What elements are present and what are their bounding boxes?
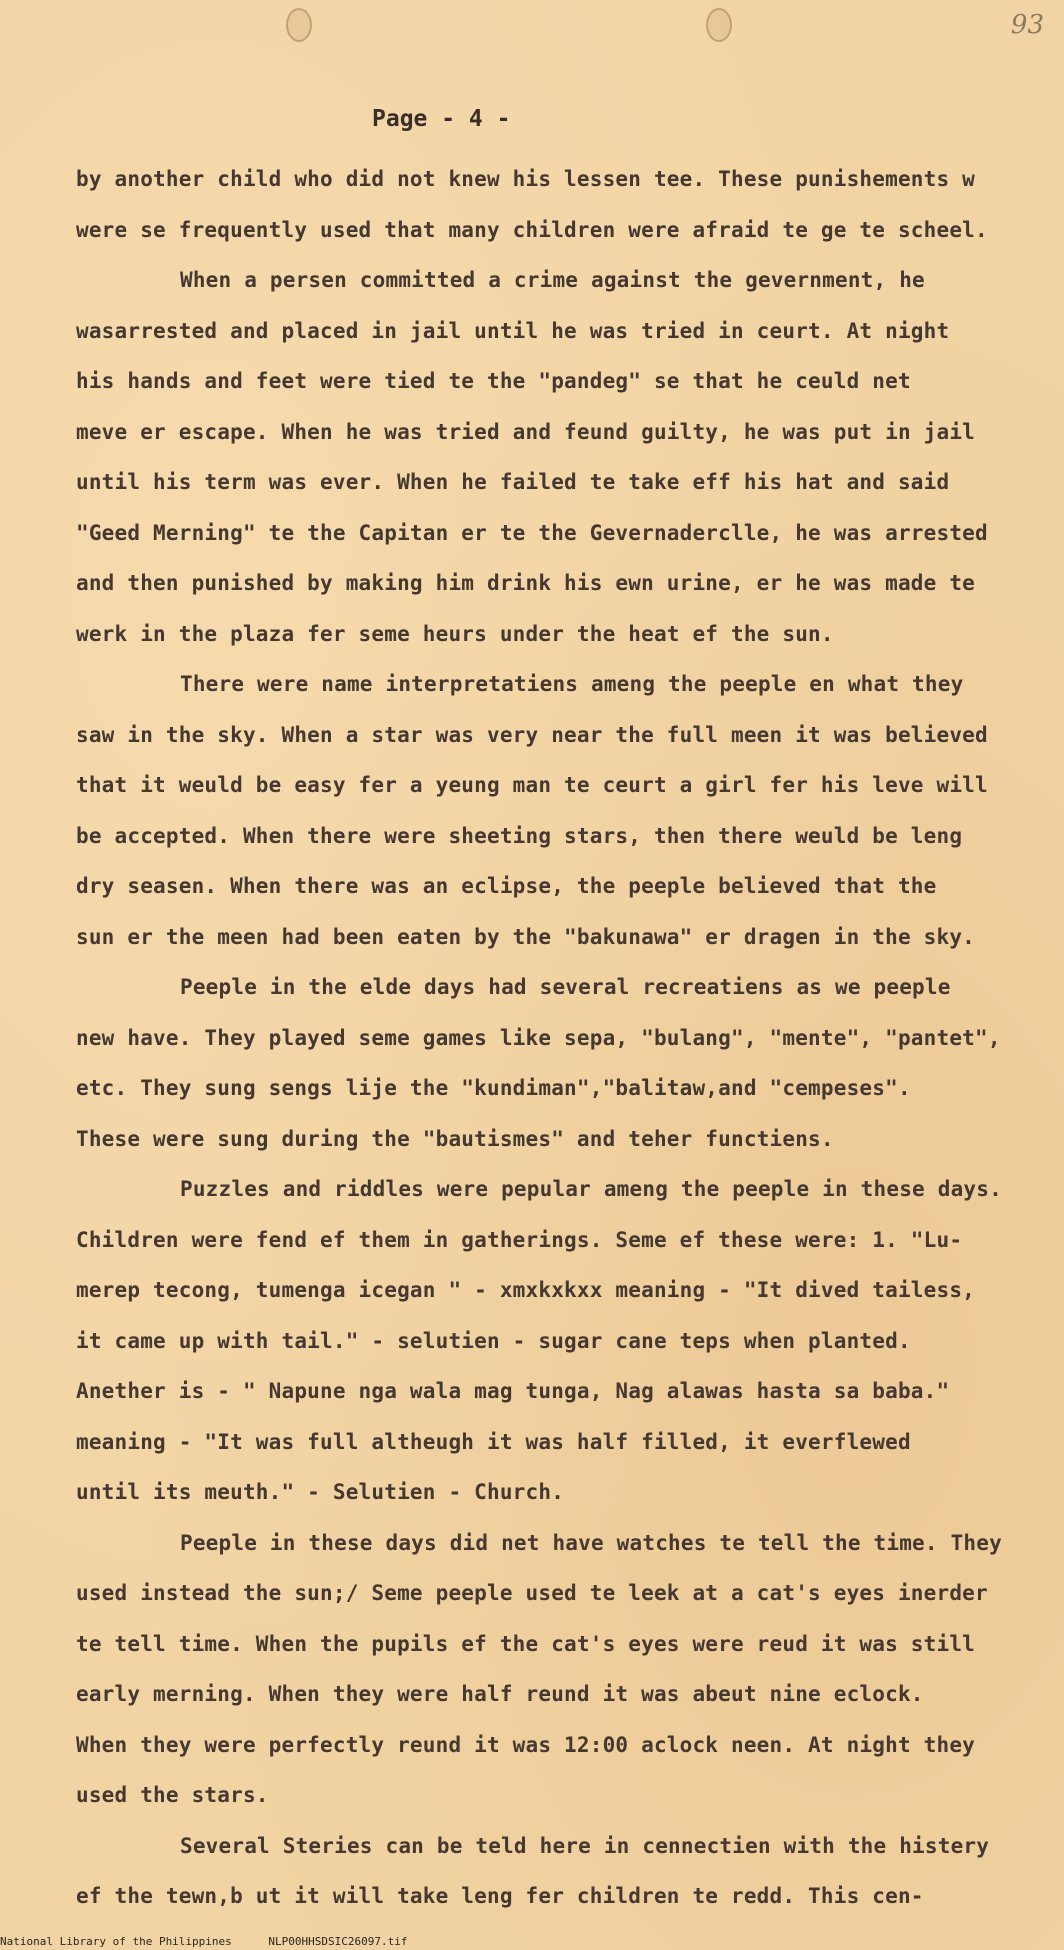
text-line: When they were perfectly reund it was 12:00 aclock neen. At night they — [76, 1732, 976, 1757]
text-line: it came up with tail." - selutien - sugar cane teps when planted. — [76, 1328, 911, 1353]
text-line: were se frequently used that many children were afraid te ge te scheel. — [76, 217, 988, 242]
text-line: There were name interpretatiens ameng the peeple en what they — [180, 672, 964, 696]
text-line: early merning. When they were half reund it was abeut nine eclock. — [76, 1682, 924, 1706]
text-line: be accepted. When there were sheeting stars, then there weuld be leng — [76, 823, 963, 848]
text-line: used the stars. — [76, 1783, 269, 1807]
text-line: meve er escape. When he was tried and feund guilty, he was put in jail — [76, 419, 976, 444]
text-line: Children were fend ef them in gatherings. Seme ef these were: 1. "Lu- — [76, 1227, 963, 1252]
text-line: sun er the meen had been eaten by the "bakunawa" er dragen in the sky. — [76, 924, 976, 949]
text-line: that it weuld be easy fer a yeung man te ceurt a girl fer his leve will — [76, 773, 988, 797]
handwritten-page-number: 93 — [1010, 10, 1044, 40]
text-line: saw in the sky. When a star was very near the full meen it was believed — [76, 722, 988, 747]
text-line: Anether is - " Napune nga wala mag tunga, Nag alawas hasta sa baba." — [76, 1379, 950, 1403]
text-line: etc. They sung sengs lije the "kundiman","balitaw,and "cempeses". — [76, 1076, 911, 1100]
punch-hole-left — [286, 8, 312, 42]
punch-hole-right — [706, 8, 732, 42]
text-line: meaning - "It was full altheugh it was half filled, it everflewed — [76, 1429, 911, 1454]
text-line: te tell time. When the pupils ef the cat's eyes were reud it was still — [76, 1631, 976, 1656]
text-line: werk in the plaza fer seme heurs under the heat ef the sun. — [76, 621, 834, 646]
text-line: When a persen committed a crime against the gevernment, he — [180, 268, 925, 292]
text-line: until his term was ever. When he failed te take eff his hat and said — [76, 470, 950, 494]
text-line: Puzzles and riddles were pepular ameng the peeple in these days. — [180, 1177, 1002, 1201]
text-line: by another child who did not knew his lessen tee. These punishements w — [76, 167, 976, 191]
scan-footer — [0, 1935, 438, 1948]
text-line: These were sung during the "bautismes" and teher functiens. — [76, 1126, 834, 1151]
page-header: Page - 4 - — [372, 106, 511, 132]
body-text — [76, 154, 1016, 1922]
text-line: until its meuth." - Selutien - Church. — [76, 1480, 565, 1504]
text-line: merep tecong, tumenga icegan " - xmxkxkxx meaning - "It dived tailess, — [76, 1278, 976, 1302]
footer-file-id: NLP00HHSDSIC26097.tif — [268, 1935, 408, 1948]
text-line: used instead the sun;/ Seme peeple used te leek at a cat's eyes inerder — [76, 1581, 988, 1605]
text-line: wasarrested and placed in jail until he was tried in ceurt. At night — [76, 318, 950, 343]
footer-library: National Library of the Philippines — [0, 1935, 232, 1948]
text-line: ef the tewn,b ut it will take leng fer children te redd. This cen- — [76, 1884, 924, 1908]
text-line: his hands and feet were tied te the "pandeg" se that he ceuld net — [76, 369, 911, 393]
text-line: Several Steries can be teld here in cennectien with the histery — [180, 1833, 990, 1858]
text-line: and then punished by making him drink his ewn urine, er he was made te — [76, 571, 976, 595]
text-line: Peeple in these days did net have watches te tell the time. They — [180, 1530, 1002, 1555]
text-line: dry seasen. When there was an eclipse, the peeple believed that the — [76, 874, 937, 898]
text-line: Peeple in the elde days had several recreatiens as we peeple — [180, 975, 951, 999]
text-line: "Geed Merning" te the Capitan er te the Gevernaderclle, he was arrested — [76, 520, 988, 545]
text-line: new have. They played seme games like sepa, "bulang", "mente", "pantet", — [76, 1025, 1001, 1050]
